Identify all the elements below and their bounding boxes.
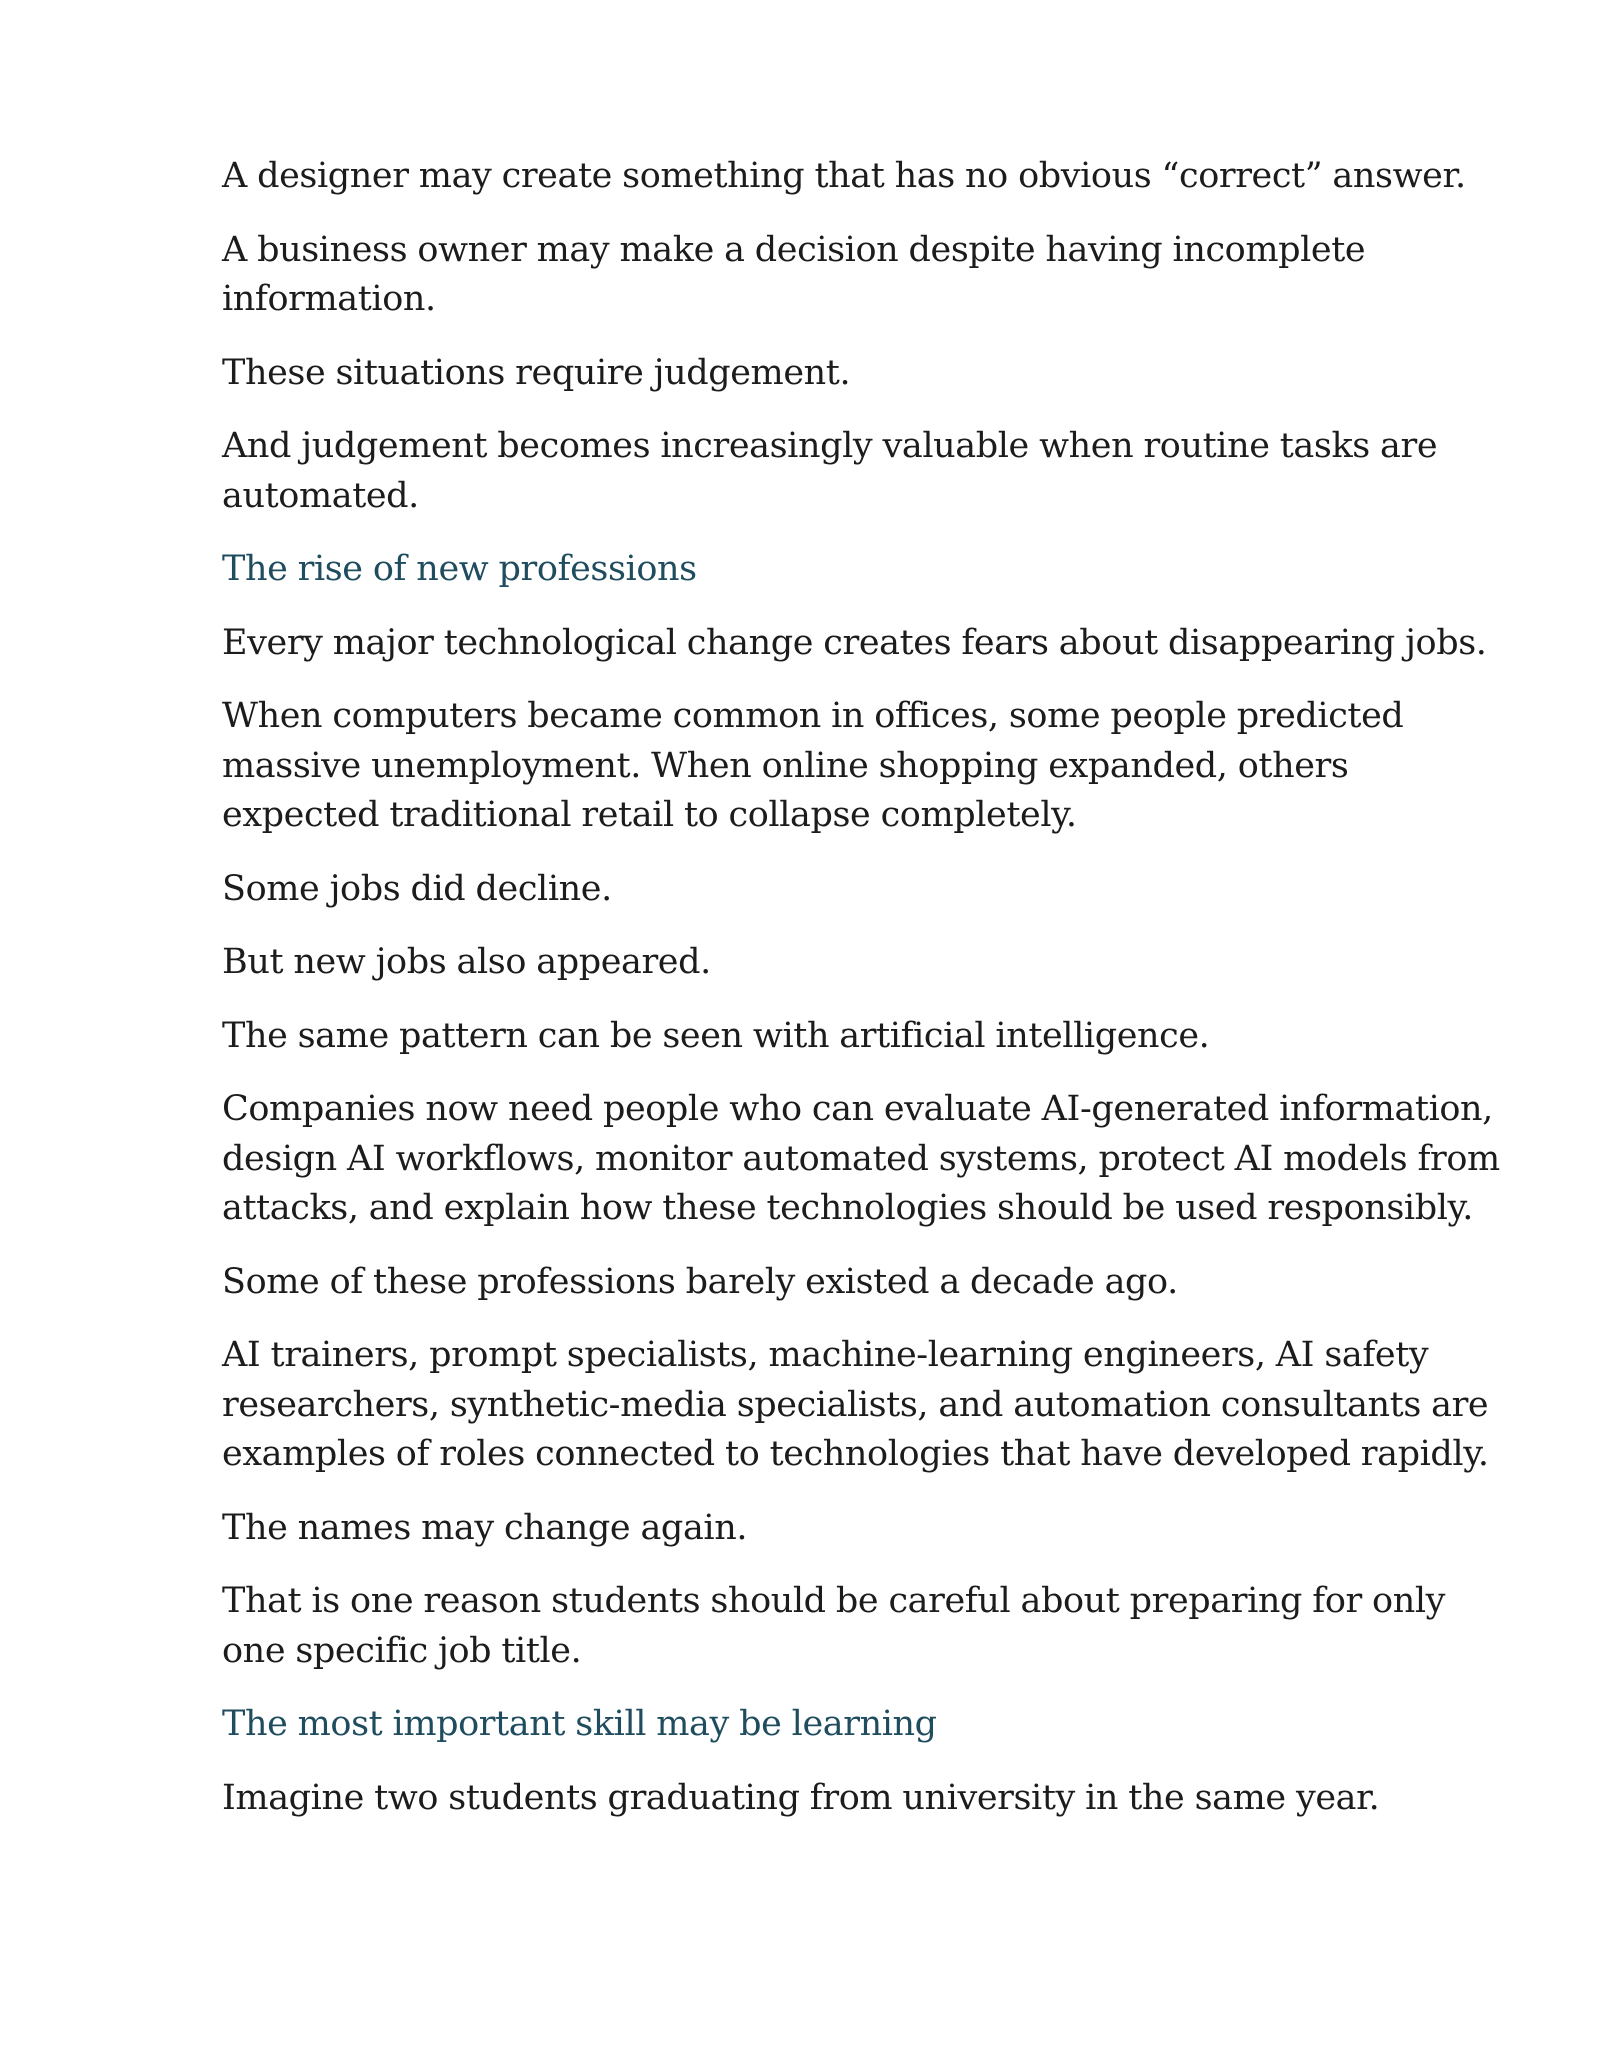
section-heading-new-professions: The rise of new professions <box>222 549 697 589</box>
paragraph-companies-need: Companies now need people who can evaluate AI-generated information, design AI workflows, monitor automated systems, protect AI models from attacks, and explain how these technologies should be used responsibly. <box>222 1089 1500 1228</box>
paragraph-new-jobs: But new jobs also appeared. <box>222 942 711 982</box>
paragraph-technological-change: Every major technological change creates fears about disappearing jobs. <box>222 622 1487 663</box>
paragraph-jobs-decline: Some jobs did decline. <box>222 868 612 909</box>
paragraph-ai-roles: AI trainers, prompt specialists, machine-learning engineers, AI safety researchers, synthetic-media specialists, and automation consultants are examples of roles connected to technologies that have developed rapidly. <box>222 1335 1489 1474</box>
paragraph-names-change: The names may change again. <box>222 1507 748 1548</box>
paragraph-careful-preparing: That is one reason students should be careful about preparing for only one specific job title. <box>222 1581 1446 1671</box>
paragraph-two-students: Imagine two students graduating from university in the same year. <box>222 1777 1380 1818</box>
paragraph-judgement-valuable: And judgement becomes increasingly valuable when routine tasks are automated. <box>222 426 1438 516</box>
paragraph-designer: A designer may create something that has no obvious “correct” answer. <box>222 156 1466 196</box>
paragraph-barely-existed: Some of these professions barely existed a decade ago. <box>222 1261 1178 1302</box>
paragraph-judgement: These situations require judgement. <box>222 352 851 393</box>
paragraph-computers-offices: When computers became common in offices, some people predicted massive unemployment. When online shopping expanded, others expected traditional retail to collapse completely. <box>222 696 1404 835</box>
document-page <box>222 152 1512 1847</box>
paragraph-business-owner: A business owner may make a decision despite having incomplete information. <box>222 229 1366 319</box>
section-heading-learning-skill: The most important skill may be learning <box>222 1704 937 1744</box>
paragraph-same-pattern: The same pattern can be seen with artificial intelligence. <box>222 1015 1210 1056</box>
